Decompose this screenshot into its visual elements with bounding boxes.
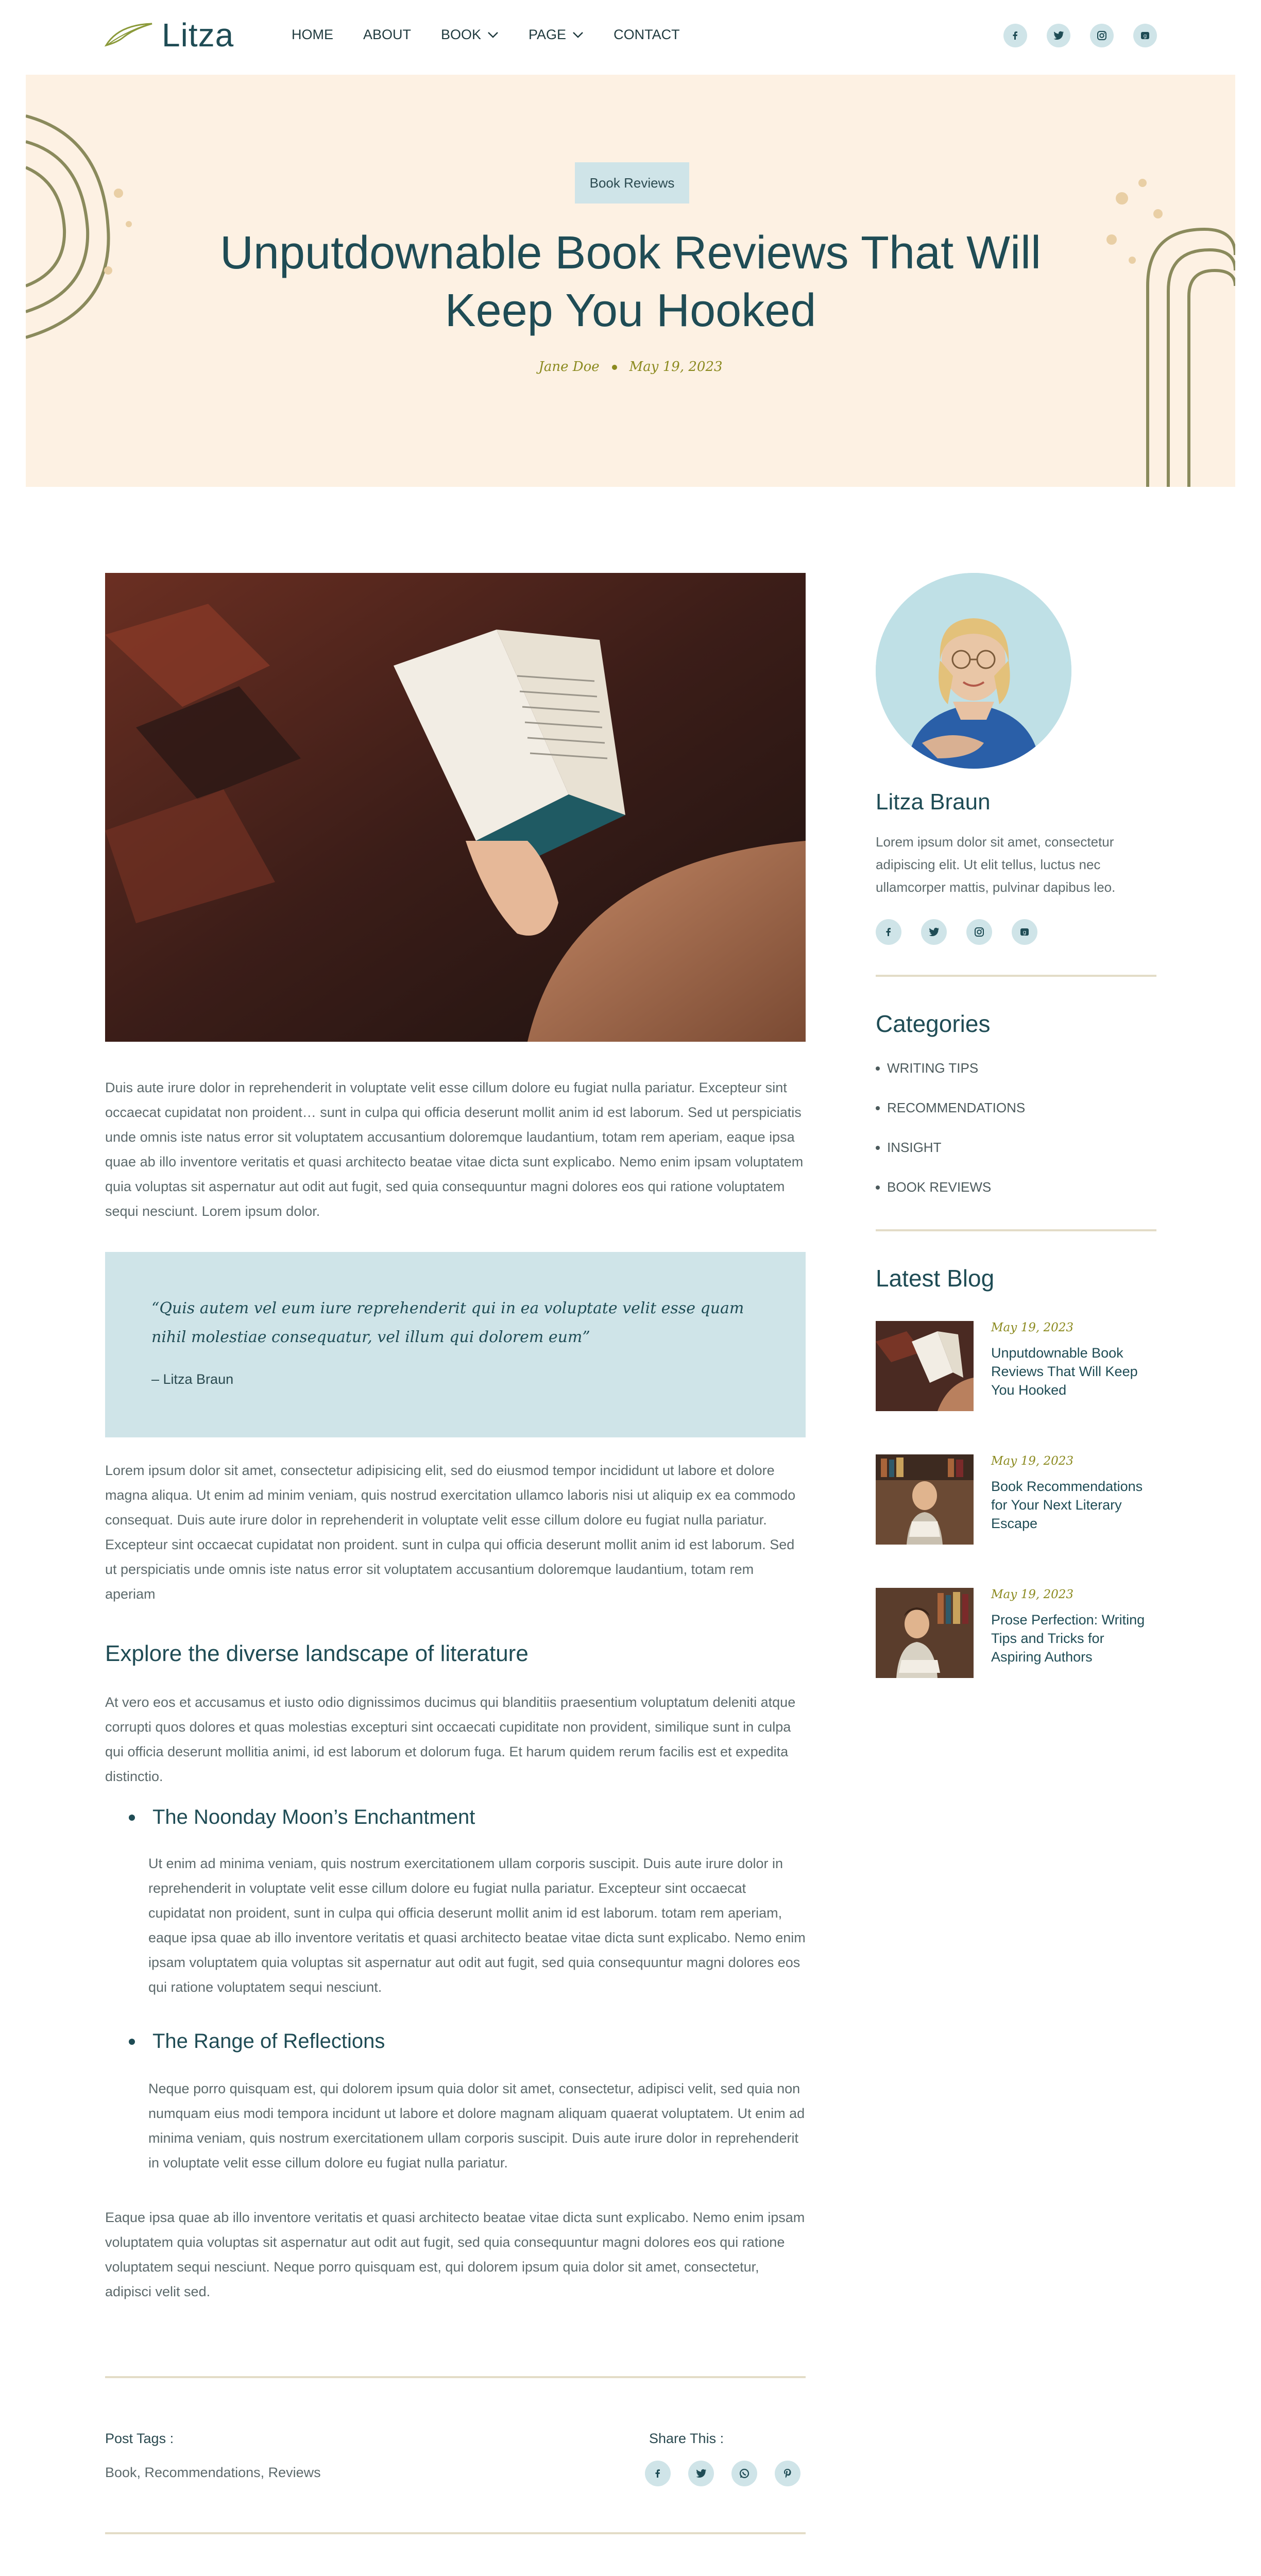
twitter-icon[interactable] <box>1047 24 1070 47</box>
chevron-down-icon <box>487 31 499 39</box>
blog-date: May 19, 2023 <box>991 1321 1073 1334</box>
categories-heading: Categories <box>876 1010 991 1037</box>
list-bullet <box>129 2039 135 2045</box>
author-bio: Lorem ipsum dolor sit amet, consectetur adipiscing elit. Ut elit tellus, luctus nec ullamcorper mattis, pulvinar dapibus leo. <box>876 834 1116 895</box>
tags-label: Post Tags : <box>105 2431 174 2446</box>
logo-text: Litza <box>162 16 234 54</box>
sidebar-divider <box>876 1229 1156 1231</box>
latest-blog-item[interactable] <box>876 1454 1156 1545</box>
site-logo[interactable] <box>103 14 234 56</box>
author-name: Litza Braun <box>876 789 991 815</box>
quote-text: “Quis autem vel eum iure reprehenderit qui in ea voluptate velit esse quam nihil molestiae consequatur, vel illum qui dolorem eum” <box>151 1299 744 1346</box>
blog-title[interactable]: Prose Perfection: Writing Tips and Tricks for Aspiring Authors <box>991 1612 1145 1665</box>
quote-author: – Litza Braun <box>151 1371 234 1387</box>
share-label: Share This : <box>649 2431 724 2446</box>
nav-home[interactable]: HOME <box>292 27 333 42</box>
decorative-arcs <box>26 95 149 363</box>
goodreads-icon[interactable] <box>1012 919 1037 945</box>
post-date: May 19, 2023 <box>629 359 723 375</box>
author-social <box>876 919 1156 945</box>
meta-separator <box>612 365 617 370</box>
post-tags[interactable]: Book, Recommendations, Reviews <box>105 2465 321 2480</box>
facebook-icon[interactable] <box>645 2461 671 2486</box>
blockquote <box>105 1252 806 1437</box>
post-author[interactable]: Jane Doe <box>538 359 600 375</box>
nav-page[interactable]: PAGE <box>529 27 584 43</box>
facebook-icon[interactable] <box>876 919 901 945</box>
list-bullet <box>876 1106 880 1110</box>
blog-date: May 19, 2023 <box>991 1588 1073 1601</box>
latest-blog-item[interactable] <box>876 1588 1156 1678</box>
subheading-noonday: The Noonday Moon’s Enchantment <box>129 1806 475 1829</box>
latest-blog-heading: Latest Blog <box>876 1265 995 1292</box>
sidebar-divider <box>876 975 1156 977</box>
blog-thumbnail <box>876 1321 974 1411</box>
instagram-icon[interactable] <box>966 919 992 945</box>
categories-list <box>876 1060 1156 1195</box>
nav-contact[interactable]: CONTACT <box>614 27 680 42</box>
blog-title[interactable]: Unputdownable Book Reviews That Will Keep You Hooked <box>991 1345 1138 1398</box>
share-buttons <box>645 2461 800 2486</box>
category-item[interactable]: WRITING TIPS <box>876 1060 1156 1076</box>
blog-title[interactable]: Book Recommendations for Your Next Literary Escape <box>991 1479 1143 1531</box>
list-bullet <box>876 1066 880 1071</box>
nav-book[interactable]: BOOK <box>441 27 499 43</box>
subsection-paragraph: Neque porro quisquam est, qui dolorem ipsum quia dolor sit amet, consectetur, adipisci velit, sed quia non numquam eius modi tempora incidunt ut labore et dolore magnam aliquam quaerat voluptatem. Ut enim ad minima veniam, quis nostrum exercitationem ullam corporis suscipit. Duis aute irure dolor in reprehenderit in voluptate velit esse cillum dolore eu fugiat nulla pariatur. <box>148 2081 805 2171</box>
site-header <box>0 0 1261 72</box>
svg-text:g: g <box>1023 929 1027 936</box>
blog-date: May 19, 2023 <box>991 1454 1073 1468</box>
sidebar <box>876 573 1156 1678</box>
section-paragraph: At vero eos et accusamus et iusto odio dignissimos ducimus qui blanditiis praesentium voluptatum deleniti atque corrupti quos dolores et quas molestias excepturi sint occaecati cupiditate non provident, similique sunt in culpa qui officia deserunt mollitia animi, id est laborum et dolorum fuga. Et harum quidem rerum facilis est et expedita distinctio. <box>105 1694 796 1784</box>
list-bullet <box>876 1146 880 1150</box>
latest-blog-list <box>876 1321 1156 1678</box>
post-meta <box>26 359 1235 375</box>
closing-paragraph: Eaque ipsa quae ab illo inventore veritatis et quasi architecto beatae vitae dicta sunt explicabo. Nemo enim ipsam voluptatem quia voluptas sit aspernatur aut odit aut fugit, sed quia consequuntur magni dolores eos qui ratione voluptatem sequi nesciunt. Neque porro quisquam est, qui dolorem ipsum quia dolor sit amet, consectetur, adipisci velit sed. <box>105 2210 805 2299</box>
divider <box>105 2376 806 2378</box>
blog-thumbnail <box>876 1454 974 1545</box>
blog-thumbnail <box>876 1588 974 1678</box>
chevron-down-icon <box>572 31 584 39</box>
twitter-icon[interactable] <box>921 919 947 945</box>
feather-icon <box>103 20 155 50</box>
page-title: Unputdownable Book Reviews That Will Keep You Hooked <box>219 227 1042 336</box>
category-tag[interactable]: Book Reviews <box>575 162 689 204</box>
subheading-reflections: The Range of Reflections <box>129 2030 385 2053</box>
twitter-icon[interactable] <box>688 2461 714 2486</box>
featured-image <box>105 573 806 1042</box>
nav-about[interactable]: ABOUT <box>363 27 412 42</box>
list-bullet <box>876 1185 880 1190</box>
pinterest-icon[interactable] <box>775 2461 800 2486</box>
latest-blog-item[interactable] <box>876 1321 1156 1411</box>
hero-banner <box>26 75 1235 487</box>
facebook-icon[interactable] <box>1003 24 1027 47</box>
whatsapp-icon[interactable] <box>731 2461 757 2486</box>
header-social <box>1003 24 1157 47</box>
decorative-arches <box>1101 167 1235 487</box>
article-body <box>105 573 806 1219</box>
subsection-paragraph: Ut enim ad minima veniam, quis nostrum exercitationem ullam corporis suscipit. Duis aute irure dolor in reprehenderit in voluptate velit esse cillum dolore eu fugiat nulla pariatur. Excepteur sint occaecat cupidatat non proident, sunt in culpa qui officia deserunt mollit anim id est laborum. totam rem aperiam, eaque ipsa quae ab illo inventore veritatis et quasi architecto beatae vitae dicta sunt explicabo. Nemo enim ipsam voluptatem quia voluptas sit aspernatur aut odit aut fugit, sed quia consequuntur magni dolores eos qui ratione voluptatem sequi nesciunt. <box>148 1856 806 1995</box>
instagram-icon[interactable] <box>1090 24 1114 47</box>
svg-text:g: g <box>1143 32 1147 39</box>
intro-paragraph: Duis aute irure dolor in reprehenderit in voluptate velit esse cillum dolore eu fugiat nulla pariatur. Excepteur sint occaecat cupidatat non proident… sunt in culpa qui officia deserunt mollit anim id est laborum. Sed ut perspiciatis unde omnis iste natus error sit voluptatem accusantium doloremque laudantium, totam rem aperiam, eaque ipsa quae ab illo inventore veritatis et quasi architecto beatae vitae dicta sunt explicabo. Nemo enim ipsam voluptatem quia voluptas sit aspernatur aut odit aut fugit, sed quia consequuntur magni dolores eos qui ratione voluptatem sequi nesciunt. Lorem ipsum dolor. <box>105 1080 804 1219</box>
body-paragraph: Lorem ipsum dolor sit amet, consectetur adipisicing elit, sed do eiusmod tempor incididunt ut labore et dolore magna aliqua. Ut enim ad minim veniam, quis nostrud exercitation ullamco laboris nisi ut aliquip ex ea commodo consequat. Duis aute irure dolor in reprehenderit in voluptate velit esse cillum dolore eu fugiat nulla pariatur. Excepteur sint occaecat cupidatat non proident. sunt in culpa qui officia deserunt mollit anim id est laborum. Sed ut perspiciatis unde omnis iste natus error sit voluptatem accusantium doloremque laudantium, totam rem aperiam <box>105 1463 796 1602</box>
divider <box>105 2532 806 2534</box>
section-heading: Explore the diverse landscape of literature <box>105 1641 529 1666</box>
main-nav <box>292 27 680 43</box>
goodreads-icon[interactable] <box>1133 24 1157 47</box>
category-item[interactable]: BOOK REVIEWS <box>876 1179 1156 1195</box>
category-item[interactable]: INSIGHT <box>876 1140 1156 1156</box>
list-bullet <box>129 1815 135 1821</box>
author-avatar <box>876 573 1071 769</box>
category-item[interactable]: RECOMMENDATIONS <box>876 1100 1156 1116</box>
